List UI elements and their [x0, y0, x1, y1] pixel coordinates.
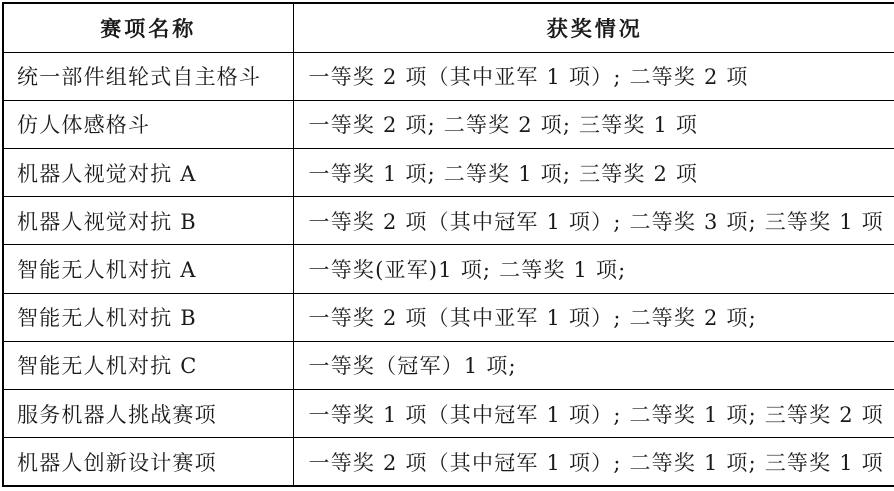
award-status-cell: 一等奖 2 项; 二等奖 2 项; 三等奖 1 项: [293, 100, 894, 148]
award-status-cell: 一等奖(亚军)1 项; 二等奖 1 项;: [293, 245, 894, 293]
header-row: [3, 3, 894, 52]
column-header-award-status: 获奖情况: [293, 3, 894, 52]
table-row: [3, 293, 894, 341]
event-name-cell: 机器人视觉对抗 A: [3, 148, 293, 196]
table-row: [3, 341, 894, 389]
table-row: [3, 52, 894, 100]
table-row: [3, 197, 894, 245]
event-name-cell: 智能无人机对抗 C: [3, 341, 293, 389]
event-name-cell: 服务机器人挑战赛项: [3, 390, 293, 438]
awards-table: [2, 2, 894, 487]
award-status-cell: 一等奖 2 项（其中冠军 1 项）; 二等奖 1 项; 三等奖 1 项: [293, 438, 894, 486]
award-status-cell: 一等奖 2 项（其中亚军 1 项）; 二等奖 2 项: [293, 52, 894, 100]
award-status-cell: 一等奖 1 项（其中冠军 1 项）; 二等奖 1 项; 三等奖 2 项: [293, 390, 894, 438]
event-name-cell: 智能无人机对抗 A: [3, 245, 293, 293]
table-row: [3, 390, 894, 438]
event-name-cell: 智能无人机对抗 B: [3, 293, 293, 341]
award-status-cell: 一等奖 1 项; 二等奖 1 项; 三等奖 2 项: [293, 148, 894, 196]
event-name-cell: 统一部件组轮式自主格斗: [3, 52, 293, 100]
table-row: [3, 245, 894, 293]
table-row: [3, 438, 894, 486]
award-status-cell: 一等奖（冠军）1 项;: [293, 341, 894, 389]
table-row: [3, 100, 894, 148]
table-row: [3, 148, 894, 196]
event-name-cell: 机器人视觉对抗 B: [3, 197, 293, 245]
award-status-cell: 一等奖 2 项（其中亚军 1 项）; 二等奖 2 项;: [293, 293, 894, 341]
event-name-cell: 机器人创新设计赛项: [3, 438, 293, 486]
award-status-cell: 一等奖 2 项（其中冠军 1 项）; 二等奖 3 项; 三等奖 1 项: [293, 197, 894, 245]
document-page: [0, 2, 894, 491]
event-name-cell: 仿人体感格斗: [3, 100, 293, 148]
column-header-event-name: 赛项名称: [3, 3, 293, 52]
